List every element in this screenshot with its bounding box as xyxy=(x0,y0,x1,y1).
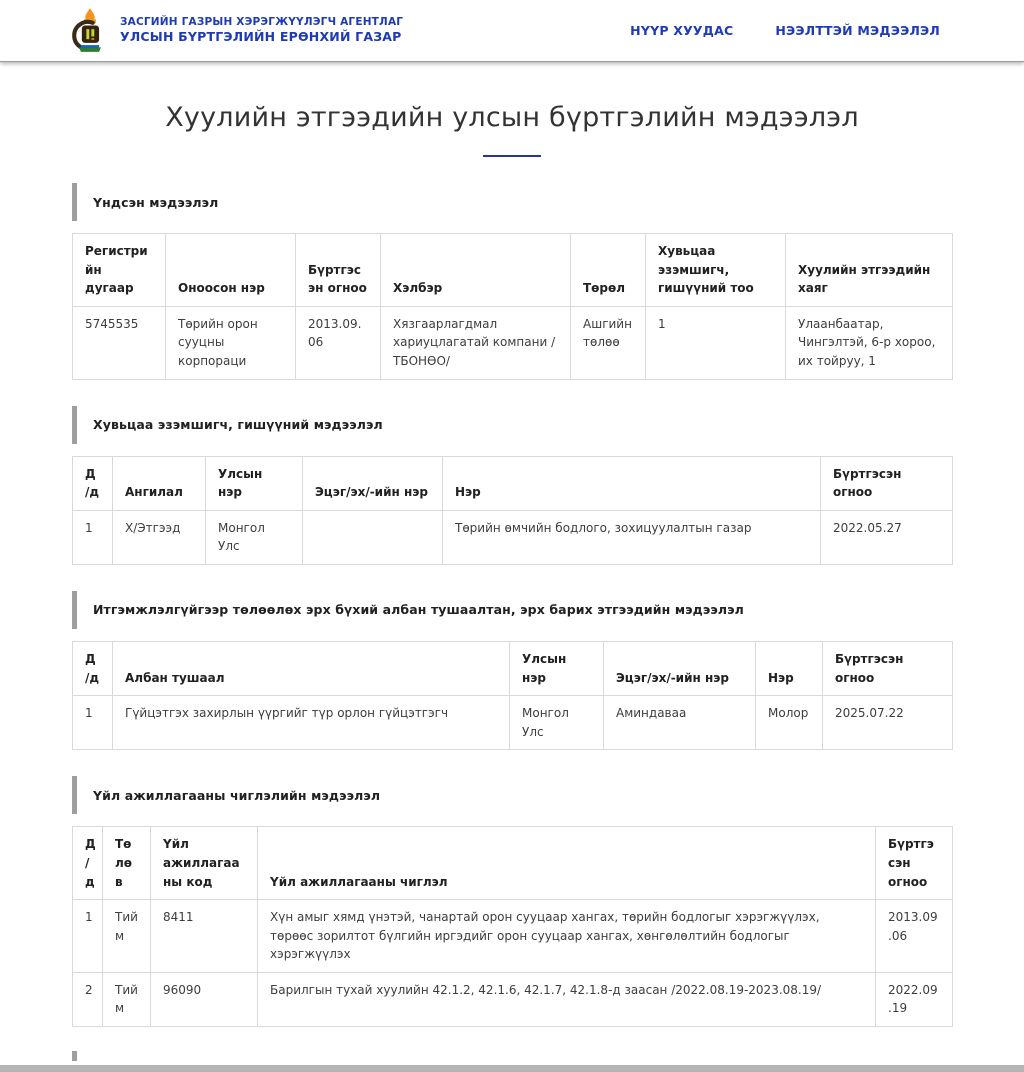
basic-info-table xyxy=(72,233,953,380)
table-cell: 1 xyxy=(73,510,113,564)
table-cell: Х/Этгээд xyxy=(113,510,206,564)
column-header: Улсын нэр xyxy=(510,641,604,695)
table-cell: 96090 xyxy=(151,972,258,1026)
table-cell: 1 xyxy=(646,306,786,379)
column-header: Хуулийн этгээдийн хаяг xyxy=(786,234,953,307)
table-cell: Хязгаарлагдмал хариуцлагатай компани /ТБОНӨО/ xyxy=(381,306,571,379)
section-title-basic-info: Үндсэн мэдээлэл xyxy=(93,194,219,210)
table-cell: 2025.07.22 xyxy=(823,696,953,750)
header xyxy=(0,0,1024,62)
column-header: Д/д xyxy=(73,456,113,510)
table-cell: Ашгийн төлөө xyxy=(571,306,646,379)
table-row xyxy=(73,510,953,564)
officials-table xyxy=(72,641,953,750)
table-cell: Төрийн орон сууцны корпораци xyxy=(166,306,296,379)
column-header: Бүртгэсэн огноо xyxy=(876,827,953,900)
column-header: Үйл ажиллагааны код xyxy=(151,827,258,900)
table-cell: Тийм xyxy=(103,900,151,973)
table-cell: 1 xyxy=(73,696,113,750)
table-cell: 8411 xyxy=(151,900,258,973)
table-cell: 1 xyxy=(73,900,103,973)
column-header: Эцэг/эх/-ийн нэр xyxy=(604,641,756,695)
nav-link-home[interactable]: НҮҮР ХУУДАС xyxy=(630,23,734,38)
table-cell: Аминдаваа xyxy=(604,696,756,750)
section-accent-bar xyxy=(72,1051,77,1061)
table-cell: 2 xyxy=(73,972,103,1026)
table-cell: Гүйцэтгэх захирлын үүргийг түр орлон гүйцэтгэгч xyxy=(113,696,510,750)
column-header: Ангилал xyxy=(113,456,206,510)
section-title-activities: Үйл ажиллагааны чиглэлийн мэдээлэл xyxy=(93,787,381,803)
column-header: Хэлбэр xyxy=(381,234,571,307)
section-accent-bar xyxy=(72,591,77,629)
column-header: Нэр xyxy=(756,641,823,695)
column-header: Нэр xyxy=(443,456,821,510)
content-card xyxy=(0,62,1024,1065)
section-shareholders xyxy=(72,406,952,565)
column-header: Улсын нэр xyxy=(206,456,303,510)
column-header: Оноосон нэр xyxy=(166,234,296,307)
table-cell: 2022.09.19 xyxy=(876,972,953,1026)
table-header-row xyxy=(73,827,953,900)
table-cell: Тийм xyxy=(103,972,151,1026)
table-row xyxy=(73,696,953,750)
section-officials xyxy=(72,591,952,750)
section-accent-bar xyxy=(72,183,77,221)
table-header-row xyxy=(73,234,953,307)
column-header: Төлөв xyxy=(103,827,151,900)
column-header: Д/д xyxy=(73,641,113,695)
table-row xyxy=(73,306,953,379)
shareholders-table xyxy=(72,456,953,565)
column-header: Бүртгэсэн огноо xyxy=(821,456,953,510)
column-header: Хувьцаа эзэмшигч, гишүүний тоо xyxy=(646,234,786,307)
table-cell: Төрийн өмчийн бодлого, зохицуулалтын газар xyxy=(443,510,821,564)
column-header: Эцэг/эх/-ийн нэр xyxy=(303,456,443,510)
table-cell: Монгол Улс xyxy=(206,510,303,564)
table-row xyxy=(73,900,953,973)
table-cell: 5745535 xyxy=(73,306,166,379)
table-cell: Барилгын тухай хуулийн 42.1.2, 42.1.6, 42.1.7, 42.1.8-д заасан /2022.08.19-2023.08.19/ xyxy=(258,972,876,1026)
agency-name-line2: УЛСЫН БҮРТГЭЛИЙН ЕРӨНХИЙ ГАЗАР xyxy=(120,29,402,45)
table-cell: 2013.09.06 xyxy=(876,900,953,973)
section-accent-bar xyxy=(72,776,77,814)
table-cell: Хүн амыг хямд үнэтэй, чанартай орон сууцаар хангах, төрийн бодлогыг хэрэгжүүлэх, төрөөс зорилтот бүлгийн иргэдийг орон сууцаар хангах, хөнгөлөлтийн бодлогыг хэрэгжүүлэх xyxy=(258,900,876,973)
table-cell: Монгол Улс xyxy=(510,696,604,750)
next-section-cutoff xyxy=(72,1051,952,1061)
table-cell: 2022.05.27 xyxy=(821,510,953,564)
nav-link-open-data[interactable]: НЭЭЛТТЭЙ МЭДЭЭЛЭЛ xyxy=(775,23,940,38)
activities-table xyxy=(72,826,953,1027)
title-underline xyxy=(483,155,541,157)
table-header-row xyxy=(73,641,953,695)
table-cell: Улаанбаатар, Чингэлтэй, 6-р хороо, их тойруу, 1 xyxy=(786,306,953,379)
section-title-shareholders: Хувьцаа эзэмшигч, гишүүний мэдээлэл xyxy=(93,417,383,433)
column-header: Д/д xyxy=(73,827,103,900)
section-basic-info xyxy=(72,183,952,380)
page-bottom-edge xyxy=(0,1065,1024,1072)
section-accent-bar xyxy=(72,406,77,444)
column-header: Албан тушаал xyxy=(113,641,510,695)
agency-name-line1: ЗАСГИЙН ГАЗРЫН ХЭРЭГЖҮҮЛЭГЧ АГЕНТЛАГ xyxy=(120,16,404,29)
page-title: Хуулийн этгээдийн улсын бүртгэлийн мэдээлэл xyxy=(165,102,859,133)
column-header: Үйл ажиллагааны чиглэл xyxy=(258,827,876,900)
table-header-row xyxy=(73,456,953,510)
column-header: Бүртгэсэн огноо xyxy=(296,234,381,307)
agency-emblem-icon xyxy=(70,7,110,55)
table-cell: Молор xyxy=(756,696,823,750)
section-activities xyxy=(72,776,952,1027)
section-title-officials: Итгэмжлэлгүйгээр төлөөлөх эрх бүхий албан тушаалтан, эрх барих этгээдийн мэдээлэл xyxy=(93,602,744,618)
table-row xyxy=(73,972,953,1026)
column-header: Регистрийн дугаар xyxy=(73,234,166,307)
column-header: Бүртгэсэн огноо xyxy=(823,641,953,695)
column-header: Төрөл xyxy=(571,234,646,307)
agency-name xyxy=(120,16,403,45)
main-nav xyxy=(630,23,940,38)
table-cell: 2013.09.06 xyxy=(296,306,381,379)
agency-brand xyxy=(70,7,403,55)
table-cell xyxy=(303,510,443,564)
